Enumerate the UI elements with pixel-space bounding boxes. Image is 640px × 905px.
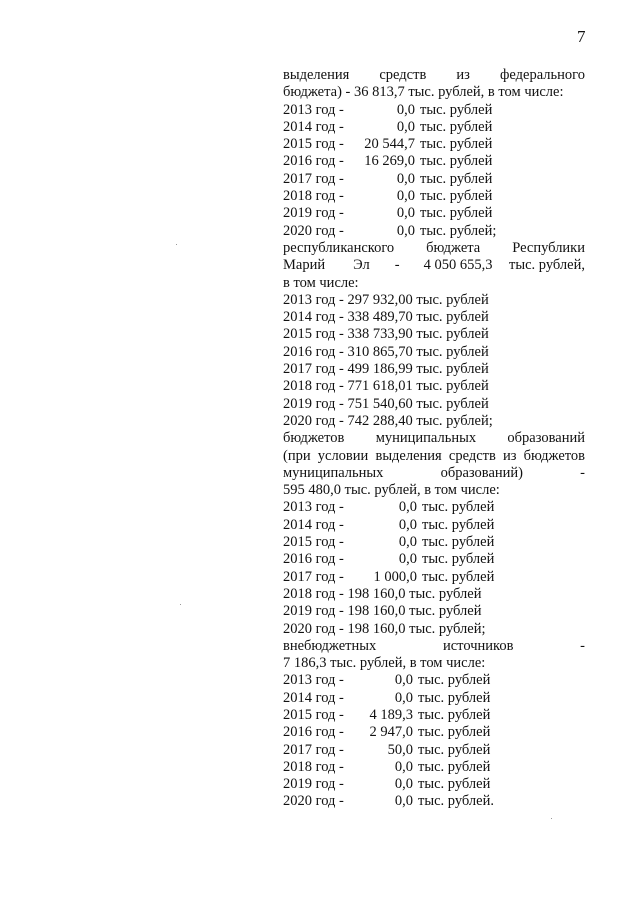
unit: тыс. рублей; (420, 222, 497, 239)
year-row: 2020 год - 198 160,0 тыс. рублей; (283, 620, 486, 637)
amount: 2 947,0 (369, 724, 413, 741)
year-row (283, 690, 585, 707)
republic-years (283, 292, 585, 430)
year-label: 2014 год - (283, 118, 344, 135)
amount: 4 189,3 (369, 706, 413, 723)
dash: - (580, 637, 585, 654)
year-label: 2016 год - (283, 551, 344, 568)
unit: тыс. рублей (422, 534, 495, 551)
word: источников (442, 637, 514, 654)
amount: 16 269,0 (364, 153, 415, 170)
year-row (283, 707, 585, 724)
extrabudget-total-line: 7 186,3 тыс. рублей, в том числе: (283, 655, 486, 672)
year-row (283, 136, 585, 153)
unit: тыс. рублей (418, 741, 491, 758)
amount: 0,0 (396, 118, 415, 135)
word: образований) (440, 464, 523, 481)
unit: тыс. рублей (420, 153, 493, 170)
year-label: 2017 год - (283, 568, 344, 585)
federal-intro-line (283, 67, 585, 84)
year-row (283, 205, 585, 222)
unit: тыс. рублей (420, 118, 493, 135)
year-label: 2017 год - (283, 741, 344, 758)
word: средств (448, 447, 496, 464)
year-label: 2018 год - (283, 758, 344, 775)
year-label: 2020 год - (283, 793, 344, 810)
year-label: 2016 год - (283, 724, 344, 741)
year-label: 2019 год - (283, 776, 344, 793)
unit: тыс. рублей. (418, 793, 494, 810)
unit: тыс. рублей (418, 724, 491, 741)
word: выделения (283, 67, 350, 83)
funding-text (283, 67, 585, 811)
year-row: 2015 год - 338 733,90 тыс. рублей (283, 326, 489, 343)
unit: тыс. рублей (420, 136, 493, 153)
amount: 0,0 (396, 101, 415, 118)
year-label: 2019 год - (283, 205, 344, 222)
dash: - (580, 464, 586, 481)
municipal-years-full (283, 586, 585, 638)
federal-years (283, 102, 585, 240)
year-label: 2020 год - (283, 222, 344, 239)
year-label: 2018 год - (283, 188, 344, 205)
scan-speck (180, 604, 181, 605)
unit: тыс. рублей (422, 499, 495, 516)
word: Республики (512, 239, 585, 256)
amount: 0,0 (394, 672, 413, 689)
unit: тыс. рублей (420, 205, 493, 222)
year-row: 2014 год - 338 489,70 тыс. рублей (283, 309, 489, 326)
year-row: 2018 год - 198 160,0 тыс. рублей (283, 585, 482, 602)
year-row: 2017 год - 499 186,99 тыс. рублей (283, 361, 489, 378)
year-row (283, 672, 585, 689)
scan-speck (551, 818, 552, 819)
word: бюджета (426, 239, 481, 256)
word: муниципальных (375, 430, 477, 447)
amount: 0,0 (394, 758, 413, 775)
word: (при (283, 447, 311, 464)
unit: тыс. рублей (418, 758, 491, 775)
year-row: 2018 год - 771 618,01 тыс. рублей (283, 378, 489, 395)
extrabudget-line-1 (283, 638, 585, 655)
amount: 20 544,7 (364, 136, 415, 153)
year-label: 2013 год - (283, 101, 344, 118)
unit: тыс. рублей (420, 188, 493, 205)
amount: 0,0 (398, 516, 417, 533)
republic-line-3: в том числе: (283, 274, 359, 291)
year-row (283, 569, 585, 586)
extrabudget-years (283, 672, 585, 810)
year-row: 2019 год - 198 160,0 тыс. рублей (283, 603, 482, 620)
word: выделения (375, 447, 442, 464)
year-row (283, 534, 585, 551)
amount: 0,0 (398, 551, 417, 568)
republic-line-1 (283, 240, 585, 257)
year-row: 2019 год - 751 540,60 тыс. рублей (283, 395, 489, 412)
amount: 0,0 (398, 499, 417, 516)
municipal-total-line: 595 480,0 тыс. рублей, в том числе: (283, 482, 500, 499)
page-number: 7 (577, 27, 586, 46)
word: из (456, 67, 470, 83)
word: республиканского (283, 239, 395, 256)
federal-total-line: бюджета) - 36 813,7 тыс. рублей, в том числе: (283, 84, 564, 101)
municipal-line-1 (283, 430, 585, 447)
unit: тыс. рублей (418, 689, 491, 706)
unit: тыс. рублей (422, 551, 495, 568)
amount: 0,0 (398, 534, 417, 551)
year-row (283, 223, 585, 240)
unit: тыс. рублей (420, 170, 493, 187)
unit: тыс. рублей (418, 776, 491, 793)
amount: 0,0 (394, 793, 413, 810)
year-row (283, 742, 585, 759)
amount: 1 000,0 (373, 568, 417, 585)
republic-total-amount: 4 050 655,3 (423, 257, 493, 274)
unit: тыс. рублей (422, 516, 495, 533)
year-label: 2014 год - (283, 516, 344, 533)
year-label: 2017 год - (283, 170, 344, 187)
unit: тыс. рублей, (509, 257, 585, 274)
municipal-line-3 (283, 465, 585, 482)
amount: 50,0 (387, 741, 413, 758)
municipal-line-2 (283, 448, 585, 465)
municipal-years (283, 499, 585, 585)
region-word: Марий (283, 257, 326, 274)
word: бюджетов (283, 430, 345, 447)
year-row (283, 517, 585, 534)
word: муниципальных (283, 464, 384, 481)
year-label: 2015 год - (283, 534, 344, 551)
region-word: Эл (353, 257, 370, 274)
unit: тыс. рублей (422, 568, 495, 585)
word: из (502, 447, 517, 464)
year-row (283, 188, 585, 205)
word: бюджетов (523, 447, 585, 464)
word: условии (317, 447, 369, 464)
amount: 0,0 (396, 222, 415, 239)
year-row (283, 759, 585, 776)
republic-line-2 (283, 257, 585, 274)
unit: тыс. рублей (418, 672, 491, 689)
year-row (283, 499, 585, 516)
word: федерального (500, 67, 585, 83)
amount: 0,0 (396, 205, 415, 222)
year-label: 2015 год - (283, 136, 344, 153)
year-label: 2015 год - (283, 706, 344, 723)
year-row (283, 119, 585, 136)
year-label: 2014 год - (283, 689, 344, 706)
year-row (283, 793, 585, 810)
word: средств (379, 67, 427, 83)
word: внебюджетных (283, 637, 377, 654)
word: образований (507, 430, 585, 447)
amount: 0,0 (396, 188, 415, 205)
year-row (283, 724, 585, 741)
amount: 0,0 (394, 776, 413, 793)
year-label: 2013 год - (283, 499, 344, 516)
year-row: 2016 год - 310 865,70 тыс. рублей (283, 343, 489, 360)
year-label: 2013 год - (283, 672, 344, 689)
year-row: 2020 год - 742 288,40 тыс. рублей; (283, 412, 493, 429)
scan-speck (176, 244, 177, 245)
amount: 0,0 (394, 689, 413, 706)
year-row (283, 776, 585, 793)
year-label: 2016 год - (283, 153, 344, 170)
year-row (283, 102, 585, 119)
year-row (283, 153, 585, 170)
year-row: 2013 год - 297 932,00 тыс. рублей (283, 291, 489, 308)
year-row (283, 171, 585, 188)
amount: 0,0 (396, 170, 415, 187)
year-row (283, 551, 585, 568)
unit: тыс. рублей (418, 706, 491, 723)
dash: - (394, 257, 400, 274)
unit: тыс. рублей (420, 101, 493, 118)
